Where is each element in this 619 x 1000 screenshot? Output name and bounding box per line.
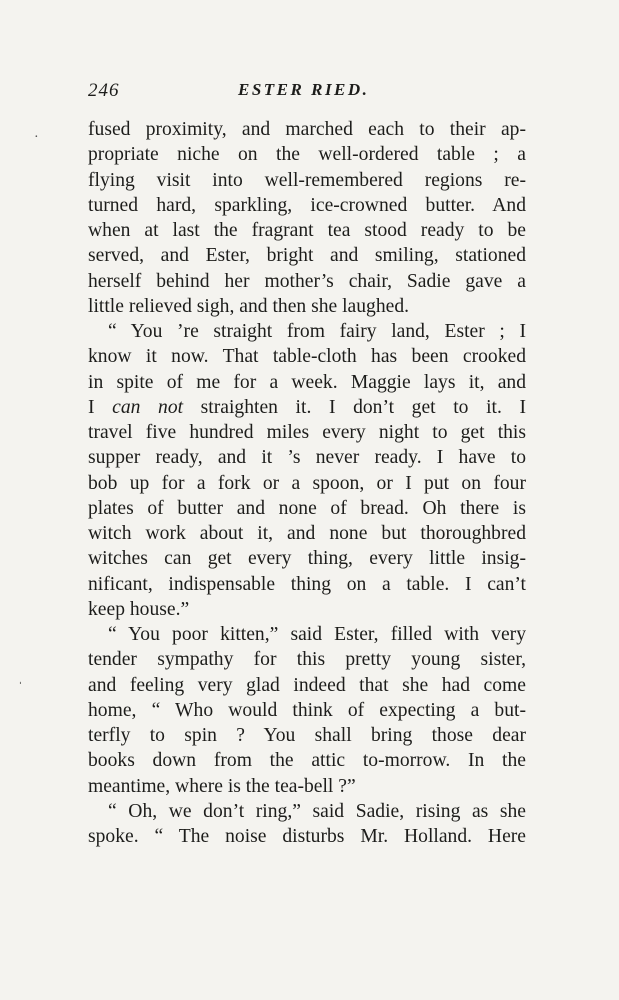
text-line: terfly to spin ? You shall bring those dear (88, 725, 526, 746)
text-line: fused proximity, and marched each to their ap- (88, 119, 526, 140)
margin-mark: · (34, 130, 39, 145)
text-line: in spite of me for a week. Maggie lays it, and (88, 371, 526, 393)
text-line: plates of butter and none of bread. Oh there is (88, 497, 526, 519)
text-line: turned hard, sparkling, ice-crowned butter. And (88, 194, 526, 216)
paragraph-end-line: meantime, where is the tea-bell ?” (88, 775, 356, 797)
page-number: 246 (88, 80, 120, 101)
text-segment: I (88, 396, 113, 418)
paragraph-start-line: “ You ’re straight from fairy land, Ester ; I (108, 321, 526, 342)
paragraph-start-line: “ You poor kitten,” said Ester, filled with very (108, 624, 526, 645)
text-line: herself behind her mother’s chair, Sadie gave a (88, 270, 526, 292)
text-line: supper ready, and it ’s never ready. I have to (88, 447, 526, 469)
running-head: ESTER RIED. (238, 80, 370, 99)
emphasis-text: can not (112, 396, 184, 418)
paragraph-end-line: little relieved sigh, and then she laughed. (88, 295, 410, 317)
text-line: propriate niche on the well-ordered table ; a (88, 144, 526, 166)
text-line: flying visit into well-remembered regions re- (88, 169, 526, 191)
text-line: witch work about it, and none but thoroughbred (88, 523, 526, 544)
text-segment: straighten it. I don’t get to it. I (183, 396, 526, 418)
paragraph-start-line: “ Oh, we don’t ring,” said Sadie, rising as she (108, 800, 526, 822)
text-line: spoke. “ The noise disturbs Mr. Holland. Here (88, 826, 526, 847)
margin-mark: ˌ (18, 670, 23, 685)
text-line: books down from the attic to-morrow. In the (88, 750, 526, 772)
text-line: when at last the fragrant tea stood ready to be (88, 220, 526, 241)
text-line: know it now. That table-cloth has been crooked (88, 346, 526, 368)
text-line: served, and Ester, bright and smiling, stationed (88, 245, 526, 267)
text-line: home, “ Who would think of expecting a but- (88, 699, 526, 721)
text-line: witches can get every thing, every little insig- (88, 548, 526, 570)
text-line: and feeling very glad indeed that she had come (88, 674, 526, 696)
page-header (88, 80, 518, 108)
paragraph-end-line: keep house.” (88, 598, 190, 620)
text-line: bob up for a fork or a spoon, or I put on four (88, 472, 526, 494)
text-line-with-emphasis (88, 395, 526, 420)
text-line: nificant, indispensable thing on a table. I can’t (88, 573, 526, 595)
body-text (88, 117, 526, 849)
text-line: travel five hundred miles every night to get this (88, 422, 526, 443)
text-line: tender sympathy for this pretty young sister, (88, 649, 526, 671)
